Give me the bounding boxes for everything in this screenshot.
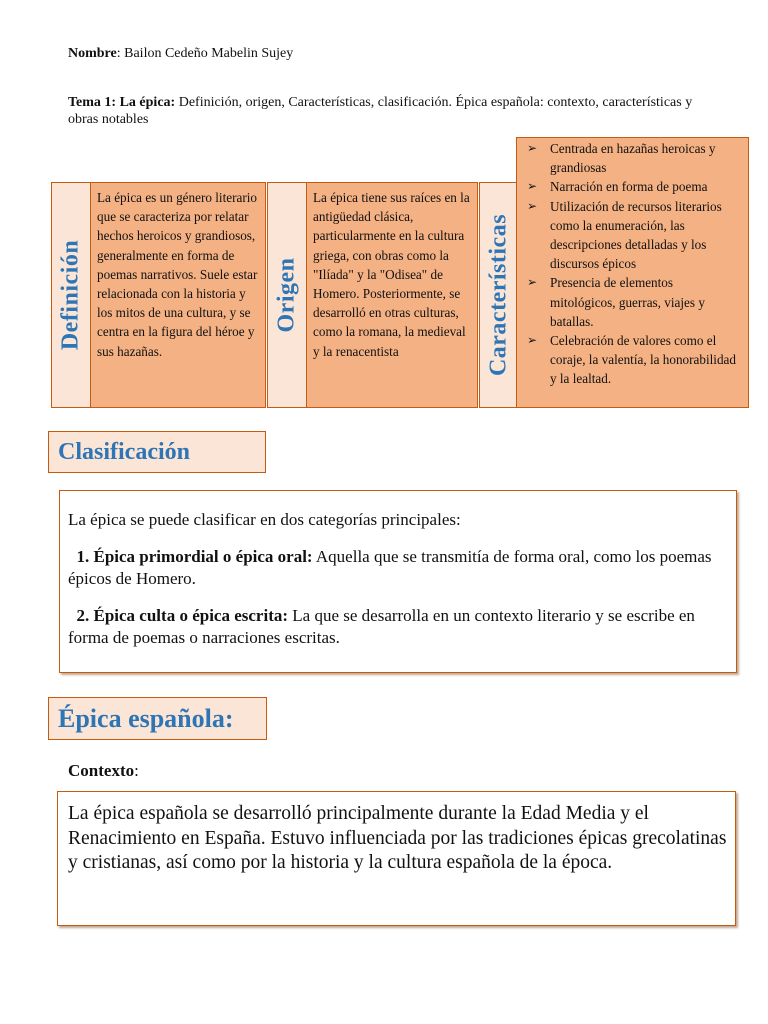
list-item: ➢ Presencia de elementos mitológicos, guerras, viajes y batallas. <box>527 273 740 331</box>
caracteristicas-tab <box>479 182 519 408</box>
contexto-label-text: Contexto <box>68 761 135 780</box>
list-item: ➢ Centrada en hazañas heroicas y grandiosas <box>527 139 740 177</box>
clasificacion-item-label: 2. Épica culta o épica escrita: <box>76 606 289 625</box>
name-value: : Bailon Cedeño Mabelin Sujey <box>116 46 294 61</box>
clasificacion-item-text: La que se desarrolla en un contexto literario y se escribe en forma de poemas o narraciones escritas. <box>68 606 695 647</box>
list-item: ➢ Narración en forma de poema <box>527 177 740 196</box>
author-name-line <box>68 46 293 62</box>
clasificacion-item-escrita <box>68 605 736 649</box>
origen-tab <box>267 182 307 408</box>
epica-espanola-title <box>48 697 267 740</box>
caracteristicas-box <box>516 137 749 408</box>
contexto-label <box>68 761 139 781</box>
clasificacion-title <box>48 431 266 473</box>
definicion-tab-label: Definición <box>57 239 84 351</box>
caracteristicas-list <box>527 139 740 389</box>
clasificacion-item-text: Aquella que se transmitía de forma oral, como los poemas épicos de Homero. <box>68 547 712 588</box>
definicion-tab <box>51 182 91 408</box>
clasificacion-title-text: Clasificación <box>58 439 190 465</box>
contexto-colon: : <box>134 761 139 780</box>
origen-text: La épica tiene sus raíces en la antigüedad clásica, particularmente en la cultura griega, con obras como la "Ilíada" y la "Odisea" de Homero. Posteriormente, se desarrolló en otras culturas, como la romana, la medieval y la renacentista <box>313 190 470 359</box>
clasificacion-panel <box>59 490 737 673</box>
topic-text: Definición, origen, Características, clasificación. Épica española: contexto, características y obras notables <box>68 95 693 127</box>
contexto-text: La épica española se desarrolló principalmente durante la Edad Media y el Renacimiento en España. Estuvo influenciada por las tradiciones épicas grecolatinas y cristianas, así como por la historia y la cultura española de la época. <box>68 803 727 873</box>
origen-box <box>306 182 478 408</box>
list-item: ➢ Utilización de recursos literarios como la enumeración, las descripciones detalladas y los discursos épicos <box>527 197 740 274</box>
clasificacion-item-label: 1. Épica primordial o épica oral: <box>76 547 313 566</box>
topic-label: Tema 1: La épica: <box>68 95 176 110</box>
list-item: ➢ Celebración de valores como el coraje, la valentía, la honorabilidad y la lealtad. <box>527 331 740 389</box>
definicion-box <box>90 182 266 408</box>
topic-line <box>68 94 708 128</box>
epica-espanola-title-text: Épica española: <box>58 704 234 733</box>
definicion-text: La épica es un género literario que se caracteriza por relatar hechos heroicos y grandiosos, generalmente en forma de poemas narrativos. Suele estar relacionada con la historia y los mitos de una cultura, y se centra en la figura del héroe y sus hazañas. <box>97 190 258 359</box>
clasificacion-intro: La épica se puede clasificar en dos categorías principales: <box>68 510 461 529</box>
clasificacion-item-oral <box>68 546 736 590</box>
caracteristicas-tab-label: Características <box>485 213 512 377</box>
name-label: Nombre <box>68 46 117 61</box>
origen-tab-label: Origen <box>273 257 300 333</box>
contexto-panel <box>57 791 736 926</box>
